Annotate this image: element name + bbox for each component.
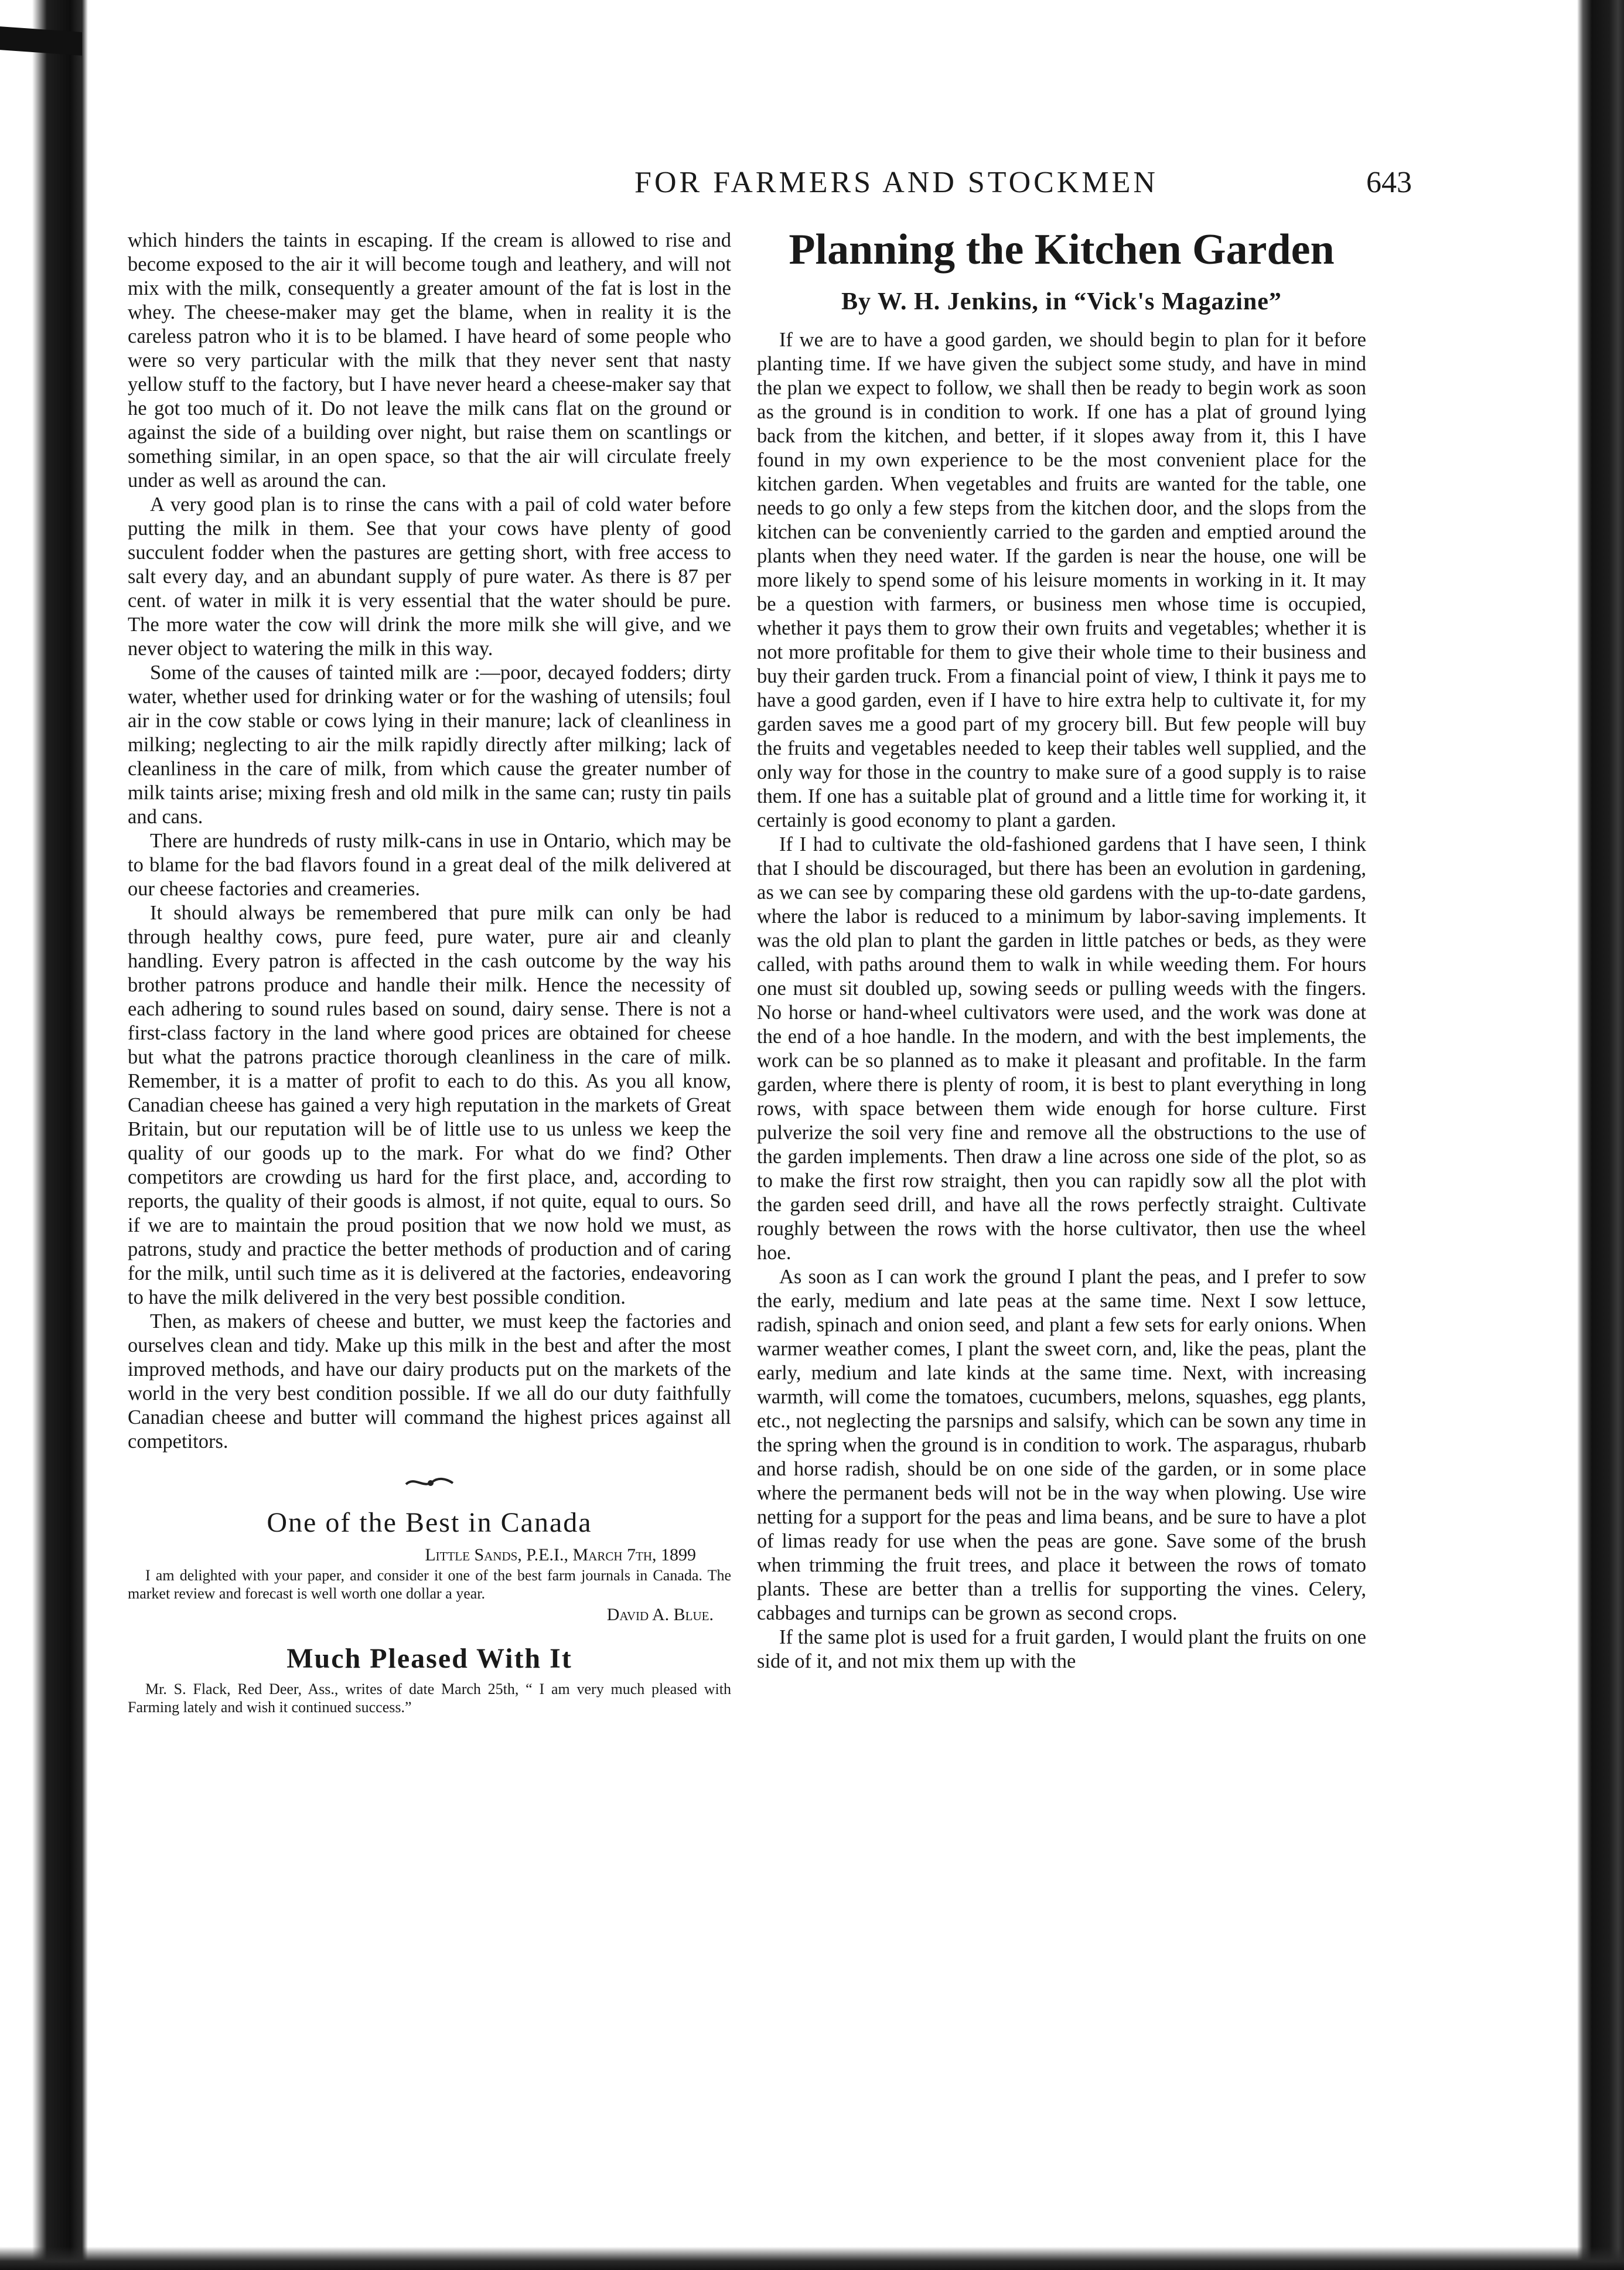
letter-body (128, 1680, 731, 1716)
letter-title-best-in-canada: One of the Best in Canada (267, 1507, 592, 1538)
letter-body (128, 1566, 731, 1603)
letter-text: Mr. S. Flack, Red Deer, Ass., writes of date March 25th, “ I am very much pleased with Farming lately and wish it continued success.” (128, 1681, 731, 1716)
right-paragraph: As soon as I can work the ground I plant the peas, and I prefer to sow the early, medium and late peas at the same time. Next I sow lettuce, radish, spinach and onion seed, and plant a few sets for early onions. When warmer weather comes, I plant the sweet corn, and, like the peas, plant the early, medium and late kinds at the same time. Next, with increasing warmth, will come the tomatoes, cucumbers, melons, squashes, egg plants, etc., not neglecting the parsnips and salsify, which can be sown any time in the spring when the ground is in condition to work. The asparagus, rhubarb and horse radish, should be on one side of the garden, or in some place where the permanent beds will not be in the way when plowing. Use wire netting for a support for the peas and lima beans, and be sure to have a plot of limas ready for use when the peas are gone. Save some of the brush when trimming the fruit trees, and place it between the rows of tomato plants. These are better than a trellis for supporting the vines. Celery, cabbages and turnips can be grown as second crops. (757, 1266, 1366, 1624)
left-paragraph: It should always be remembered that pure milk can only be had through healthy cows, pure feed, pure water, pure air and cleanly handling. Every patron is affected in the cash outcome by the way his brother patrons produce and handle their milk. Hence the necessity of each adhering to sound rules based on sound, dairy sense. There is not a first-class factory in the land where good prices are obtained for cheese but what the patrons practice thorough cleanliness in the care of milk. Remember, it is a matter of profit to each to do this. As you all know, Canadian cheese has gained a very high reputation in the markets of Great Britain, but our reputation will be of little use to us unless we keep the quality of our goods up to the mark. For what do we find? Other competitors are crowding us hard for the first place, and, according to reports, the quality of their goods is almost, if not quite, equal to ours. So if we are to maintain the proud position that we now hold we must, as patrons, study and practice the better methods of production and of caring for the milk, until such time as it is delivered at the factories, endeavoring to have the milk delivered in the very best possible condition. (128, 902, 731, 1308)
bottom-margin-scan-shadow (0, 2247, 1624, 2270)
letter-block-much-pleased (128, 1641, 731, 1716)
left-paragraph: which hinders the taints in escaping. If the cream is allowed to rise and become exposed to the air it will become tough and leathery, and will not mix with the milk, consequently a greater amount of the fat is lost in the whey. The cheese-maker may get the blame, when in reality it is the careless patron who it is to be blamed. I have heard of some people who were so very particular with the milk that they never sent that nasty yellow stuff to the factory, but I have never heard a cheese-maker say that he got too much of it. Do not leave the milk cans flat on the ground or against the side of a building over night, but raise them on scantlings or something similar, in an open space, so that the air will circulate freely under as well as around the can. (128, 229, 731, 492)
section-divider-ornament (400, 1471, 459, 1492)
left-paragraph: Some of the causes of tainted milk are :—poor, decayed fodders; dirty water, whether used for drinking water or for the washing of utensils; foul air in the cow stable or cows lying in their manure; lack of cleanliness in milking; neglecting to air the milk rapidly directly after milking; lack of cleanliness in the care of milk, from which cause the greater number of milk taints arise; mixing fresh and old milk in the same can; rusty tin pails and cans. (128, 662, 731, 828)
right-paragraph: If we are to have a good garden, we should begin to plan for it before planting time. If we have given the subject some study, and have in mind the plan we expect to follow, we shall then be ready to begin work as soon as the ground is in condition to work. If one has a plat of ground lying back from the kitchen, and better, if it slopes away from it, this I have found in my own experience to be the most convenient place for the kitchen garden. When vegetables and fruits are wanted for the table, one needs to go only a few steps from the kitchen door, and the slops from the kitchen can be conveniently carried to the garden and emptied around the plants when they need water. If the garden is near the house, one will be more likely to spend some of his leisure moments in working in it. It may be a question with farmers, or business men whose time is occupied, whether it pays them to grow their own fruits and vegetables; whether it is not more profitable for them to give their whole time to their business and buy their garden truck. From a financial point of view, I think it pays me to have a good garden, even if I have to hire extra help to cultivate it, for my garden saves me a good part of my grocery bill. But few people will buy the fruits and vegetables needed to keep their tables well supplied, and the only way for those in the country to make sure of a good supply is to raise them. If one has a suitable plat of ground and a little time for working it, it certainly is good economy to plant a garden. (757, 329, 1366, 831)
letter-signature: David A. Blue. (606, 1605, 714, 1624)
left-paragraph: There are hundreds of rusty milk-cans in use in Ontario, which may be to blame for the bad flavors found in a great deal of the milk delivered at our cheese factories and creameries. (128, 830, 731, 900)
right-margin-scan-shadow (1577, 0, 1624, 2270)
letter-title-much-pleased: Much Pleased With It (286, 1643, 572, 1674)
article-byline: By W. H. Jenkins, in “Vick's Magazine” (841, 288, 1282, 315)
article-title: Planning the Kitchen Garden (789, 226, 1335, 274)
letter-text: I am delighted with your paper, and consider it one of the best farm journals in Canada. The market review and forecast is well worth one dollar a year. (128, 1567, 731, 1602)
letter-dateline: Little Sands, P.E.I., March 7th, 1899 (425, 1545, 696, 1565)
left-margin-scan-shadow (0, 0, 88, 2270)
left-column (128, 229, 731, 1716)
right-column (757, 226, 1366, 1673)
page-number: 643 (1366, 166, 1412, 199)
left-paragraph: Then, as makers of cheese and butter, we must keep the factories and ourselves clean and tidy. Make up this milk in the best and after the most improved methods, and have our dairy products put on the markets of the world in the very best condition possible. If we all do our duty faithfully Canadian cheese and butter will command the highest prices against all competitors. (128, 1310, 731, 1453)
running-head: FOR FARMERS AND STOCKMEN (634, 166, 1158, 199)
left-paragraph: A very good plan is to rinse the cans with a pail of cold water before putting the milk in them. See that your cows have plenty of good succulent fodder when the pastures are getting short, with free access to salt every day, and an abundant supply of pure water. As there is 87 per cent. of water in milk it is very essential that the water should be pure. The more water the cow will drink the more milk she will give, and we never object to watering the milk in this way. (128, 493, 731, 660)
right-paragraph: If the same plot is used for a fruit garden, I would plant the fruits on one side of it, and not mix them up with the (757, 1626, 1366, 1672)
right-paragraph: If I had to cultivate the old-fashioned gardens that I have seen, I think that I should be discouraged, but there has been an evolution in gardening, as we can see by comparing these old gardens with the up-to-date gardens, where the labor is reduced to a minimum by labor-saving implements. It was the old plan to plant the garden in little patches or beds, as they were called, with paths around them to walk in while weeding them. For hours one must sit doubled up, sowing seeds or pulling weeds with the fingers. No horse or hand-wheel cultivators were used, and the work was done at the end of a hoe handle. In the modern, and with the best implements, the work can be so planned as to make it pleasant and profitable. In the farm garden, where there is plenty of room, it is best to plant everything in long rows, with space between them wide enough for horse culture. First pulverize the soil very fine and remove all the obstructions to the use of the garden implements. Then draw a line across one side of the plot, so as to make the first row straight, then you can rapidly sow all the plot with the garden seed drill, and have all the rows perfectly straight. Cultivate roughly between the rows with the horse cultivator, then use the wheel hoe. (757, 833, 1366, 1264)
